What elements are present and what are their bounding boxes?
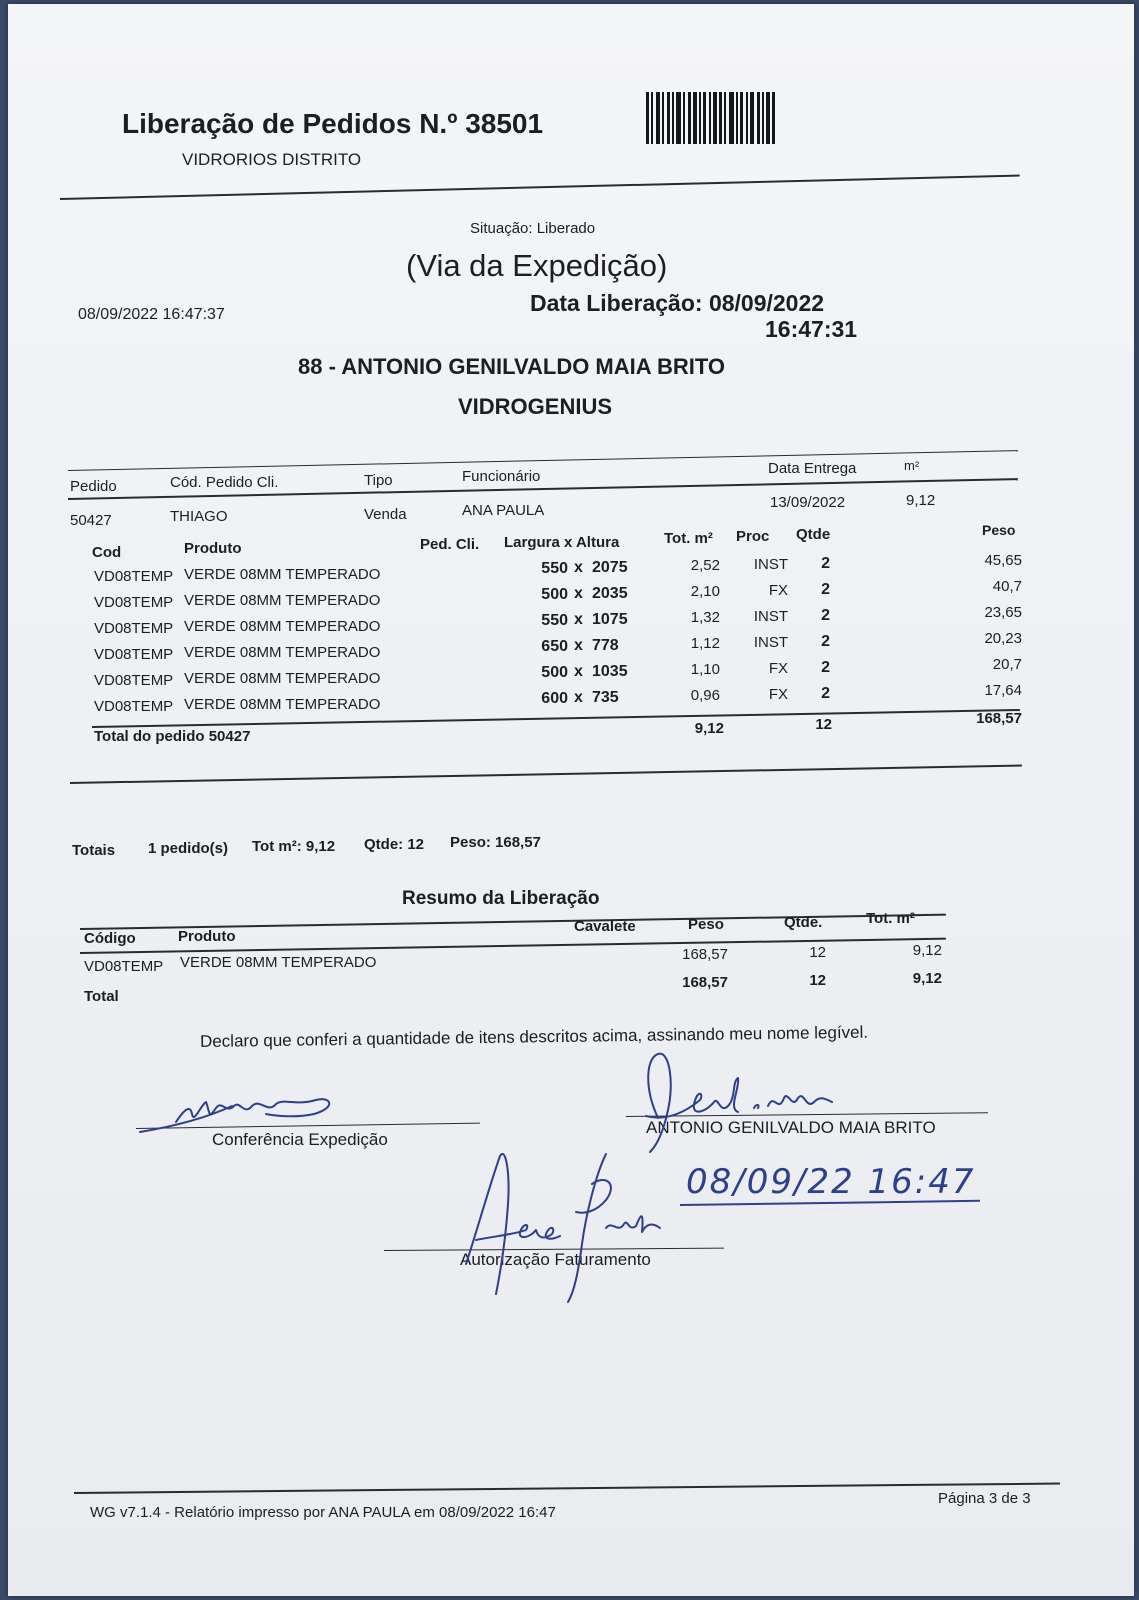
row-peso: 40,7 <box>992 578 1022 595</box>
company-name: VIDRORIOS DISTRITO <box>182 150 362 169</box>
summary-row-codigo: VD08TEMP <box>84 958 164 975</box>
items-col-qtde: Qtde <box>796 526 831 543</box>
row-tot-m2: 0,96 <box>690 687 720 704</box>
row-largura: 600 <box>541 690 568 707</box>
release-date: Data Liberação: 08/09/2022 <box>530 290 825 316</box>
items-col-produto: Produto <box>184 540 242 557</box>
summary-row-qtde: 12 <box>809 944 826 961</box>
footer-printed-by: WG v7.1.4 - Relatório impresso por ANA PAULA em 08/09/2022 16:47 <box>90 1504 556 1521</box>
items-col-proc: Proc <box>736 528 770 545</box>
document-page <box>8 4 1134 1596</box>
footer-line <box>74 1483 1060 1494</box>
col-pedido: Pedido <box>70 478 117 495</box>
row-produto: VERDE 08MM TEMPERADO <box>184 618 381 635</box>
client-company: VIDROGENIUS <box>458 394 613 419</box>
client-line: 88 - ANTONIO GENILVALDO MAIA BRITO <box>298 354 725 379</box>
row-tot-m2: 1,32 <box>690 609 720 626</box>
row-cod: VD08TEMP <box>94 568 174 585</box>
situation-label: Situação: Liberado <box>470 220 596 237</box>
items-col-ped-cli: Ped. Cli. <box>420 536 480 553</box>
summary-total-label: Total <box>84 988 119 1005</box>
row-proc: INST <box>753 634 788 651</box>
order-header-top-line <box>68 450 1018 471</box>
row-peso: 45,65 <box>984 552 1022 569</box>
row-altura: 1075 <box>592 611 628 628</box>
summary-col-codigo: Código <box>84 930 136 947</box>
items-col-tot-m2: Tot. m² <box>664 530 713 547</box>
row-qtde: 2 <box>821 685 830 702</box>
totals-qtde: Qtde: 12 <box>364 836 425 853</box>
row-qtde: 2 <box>821 633 830 650</box>
items-total-label: Total do pedido 50427 <box>94 728 251 745</box>
col-tipo: Tipo <box>364 472 393 489</box>
row-tot-m2: 1,10 <box>690 661 720 678</box>
row-produto: VERDE 08MM TEMPERADO <box>184 592 381 609</box>
row-tot-m2: 2,10 <box>690 583 720 600</box>
value-data-entrega: 13/09/2022 <box>770 494 846 511</box>
row-tot-m2: 2,52 <box>690 557 720 574</box>
authorization-signature-scribble <box>456 1144 696 1304</box>
row-x: x <box>574 663 583 680</box>
value-m2: 9,12 <box>906 492 936 509</box>
release-time: 16:47:31 <box>765 316 858 342</box>
items-total-qtde: 12 <box>815 716 832 733</box>
summary-total-peso: 168,57 <box>682 974 728 991</box>
row-largura: 500 <box>541 586 568 603</box>
row-x: x <box>574 637 583 654</box>
row-cod: VD08TEMP <box>94 646 174 663</box>
col-cod-pedido-cli: Cód. Pedido Cli. <box>170 474 279 491</box>
row-x: x <box>574 559 583 576</box>
summary-row-peso: 168,57 <box>682 946 728 963</box>
row-produto: VERDE 08MM TEMPERADO <box>184 644 381 661</box>
value-tipo: Venda <box>364 506 407 523</box>
items-col-peso: Peso <box>982 522 1016 538</box>
items-bottom-line <box>70 765 1022 784</box>
summary-row-tot-m2: 9,12 <box>912 942 942 959</box>
col-data-entrega: Data Entrega <box>768 460 857 477</box>
items-col-dimensions: Largura x Altura <box>504 534 620 551</box>
summary-total-tot-m2: 9,12 <box>912 970 942 987</box>
row-qtde: 2 <box>821 555 830 572</box>
col-funcionario: Funcionário <box>462 468 541 485</box>
authorization-label: Autorização Faturamento <box>460 1250 651 1269</box>
row-cod: VD08TEMP <box>94 594 174 611</box>
row-altura: 2075 <box>592 559 628 576</box>
row-altura: 778 <box>592 637 619 654</box>
summary-col-cavalete: Cavalete <box>574 918 636 935</box>
conferencia-signature-scribble <box>136 1092 356 1138</box>
row-x: x <box>574 689 583 706</box>
row-cod: VD08TEMP <box>94 698 174 715</box>
row-altura: 2035 <box>592 585 628 602</box>
row-cod: VD08TEMP <box>94 620 174 637</box>
row-tot-m2: 1,12 <box>690 635 720 652</box>
items-total-peso: 168,57 <box>976 710 1022 727</box>
summary-col-peso: Peso <box>688 916 724 933</box>
header-divider <box>60 175 1020 200</box>
row-peso: 17,64 <box>984 682 1022 699</box>
row-proc: INST <box>753 556 788 573</box>
row-peso: 20,23 <box>984 630 1022 647</box>
value-pedido: 50427 <box>70 512 112 529</box>
declaration-text: Declaro que conferi a quantidade de itens descritos acima, assinando meu nome legível. <box>199 1022 869 1051</box>
items-col-cod: Cod <box>92 544 122 561</box>
row-largura: 550 <box>541 560 568 577</box>
value-funcionario: ANA PAULA <box>462 502 545 519</box>
summary-col-produto: Produto <box>178 928 236 945</box>
conferencia-label: Conferência Expedição <box>212 1130 388 1149</box>
row-largura: 500 <box>541 664 568 681</box>
row-cod: VD08TEMP <box>94 672 174 689</box>
totals-tot-m2: Tot m²: 9,12 <box>252 838 336 855</box>
value-cod-pedido-cli: THIAGO <box>170 508 228 525</box>
totals-label: Totais <box>72 842 116 859</box>
row-proc: INST <box>753 608 788 625</box>
totals-pedidos: 1 pedido(s) <box>148 840 229 857</box>
row-altura: 735 <box>592 689 619 706</box>
summary-title: Resumo da Liberação <box>402 888 600 909</box>
row-altura: 1035 <box>592 663 628 680</box>
row-qtde: 2 <box>821 607 830 624</box>
row-largura: 650 <box>541 638 568 655</box>
footer-page-number: Página 3 de 3 <box>938 1490 1031 1507</box>
document-title: Liberação de Pedidos N.º 38501 <box>122 108 544 139</box>
summary-total-qtde: 12 <box>809 972 826 989</box>
copy-type-title: (Via da Expedição) <box>406 248 668 283</box>
row-produto: VERDE 08MM TEMPERADO <box>184 566 381 583</box>
barcode <box>646 92 818 144</box>
row-largura: 550 <box>541 612 568 629</box>
items-total-m2: 9,12 <box>694 720 724 737</box>
row-produto: VERDE 08MM TEMPERADO <box>184 696 381 713</box>
handwritten-date: 08/09/22 16:47 <box>686 1162 976 1202</box>
row-proc: FX <box>768 660 788 677</box>
printed-timestamp: 08/09/2022 16:47:37 <box>78 306 225 323</box>
row-peso: 20,7 <box>992 656 1022 673</box>
col-m2: m² <box>904 458 920 473</box>
client-signature-name: ANTONIO GENILVALDO MAIA BRITO <box>646 1118 936 1137</box>
row-produto: VERDE 08MM TEMPERADO <box>184 670 381 687</box>
summary-col-tot-m2: Tot. m² <box>866 910 915 927</box>
row-qtde: 2 <box>821 659 830 676</box>
row-x: x <box>574 611 583 628</box>
row-x: x <box>574 585 583 602</box>
summary-row-produto: VERDE 08MM TEMPERADO <box>180 954 377 971</box>
row-qtde: 2 <box>821 581 830 598</box>
summary-col-qtde: Qtde. <box>784 914 823 931</box>
row-peso: 23,65 <box>984 604 1022 621</box>
row-proc: FX <box>768 582 788 599</box>
totals-peso: Peso: 168,57 <box>450 834 541 851</box>
row-proc: FX <box>768 686 788 703</box>
